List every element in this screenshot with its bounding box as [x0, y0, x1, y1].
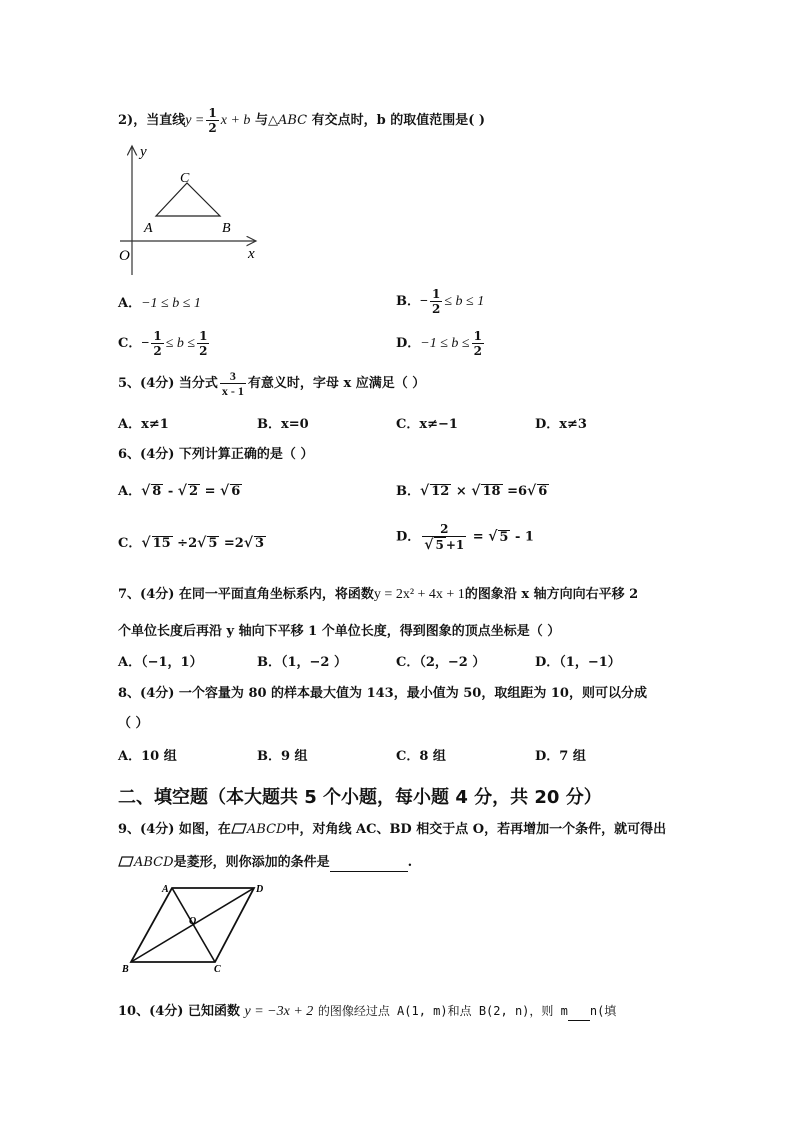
q4-eq-den: 2	[208, 121, 217, 135]
q6-d-den-plus: +1	[445, 538, 465, 552]
fig-label-d: D	[256, 884, 264, 895]
q6-b-letter: B．	[396, 484, 420, 499]
q10-post: 的图像经过点 A(1, m)和点 B(2, n)，则 m	[317, 1004, 568, 1018]
fig-label-o: O	[189, 916, 197, 927]
q6-option-c[interactable]	[118, 535, 266, 552]
q9-line2-end: .	[407, 855, 413, 870]
q10-func: y = −3x + 2	[244, 1004, 314, 1019]
q9-line1-pre: 9、(4分) 如图，在	[118, 822, 231, 837]
q6-d-letter: D．	[396, 529, 421, 545]
q6-d-post: - 1	[510, 529, 534, 545]
point-a-label: A	[144, 221, 153, 236]
point-c-label: C	[180, 171, 190, 186]
q9-figure	[118, 878, 268, 978]
q9-para2: ABCD	[134, 855, 174, 870]
q6-c-op: ÷2	[172, 536, 198, 551]
q4-option-d[interactable]	[396, 329, 486, 358]
q4-tri: ABC	[277, 113, 308, 128]
q4-a-letter: A．	[118, 296, 142, 311]
q8-line2: （ ）	[118, 716, 149, 731]
q6-c-r1: 15	[152, 536, 171, 551]
q9-para1: ABCD	[246, 822, 287, 837]
q4-prefix: 2)，当直线	[118, 113, 186, 128]
q4-option-c[interactable]	[118, 329, 211, 358]
fig-label-c: C	[214, 964, 221, 975]
q6-d-r1: 5	[499, 529, 509, 545]
q6-d-eq: =	[468, 529, 489, 545]
q4-b-num: 1	[431, 287, 441, 301]
q4-c-mid: ≤ b ≤	[165, 336, 196, 351]
q9-line1	[118, 822, 666, 838]
q7-line1-post: 的图象沿 x 轴方向向右平移 2	[464, 587, 639, 602]
q10-line	[118, 1003, 616, 1021]
q9-line2	[118, 855, 412, 872]
q6-a-r2: 2	[189, 484, 199, 499]
q6-a-op: -	[163, 484, 178, 499]
q10-pre: 10、(4分) 已知函数	[118, 1004, 240, 1019]
q4-c-den1: 2	[153, 344, 162, 358]
q5-suffix: 有意义时，字母 x 应满足（ ）	[247, 376, 426, 391]
q4-stem	[118, 106, 485, 135]
radical-icon: √	[220, 483, 230, 499]
q4-d-num: 1	[473, 329, 482, 343]
q6-a-eq: =	[200, 484, 220, 499]
q5-stem	[118, 369, 425, 398]
q4-c-frac2	[197, 329, 209, 358]
q4-b-den: 2	[431, 302, 441, 316]
q5-num: 3	[220, 369, 246, 384]
q6-d-den-r: 5	[435, 538, 444, 552]
radical-icon: √	[177, 483, 187, 499]
q10-answer-blank[interactable]	[568, 1004, 590, 1021]
q5-option-b[interactable]: B．x=0	[257, 417, 309, 432]
q7-option-d[interactable]: D．（1，−1）	[535, 655, 621, 670]
q7-func: y = 2x² + 4x + 1	[373, 587, 465, 602]
q8-option-b[interactable]: B．9 组	[257, 749, 308, 764]
radical-icon: √	[141, 483, 151, 499]
parallelogram-icon	[231, 823, 247, 834]
fig-label-a: A	[162, 884, 169, 895]
q6-b-eq: =6	[502, 484, 528, 499]
radical-icon: √	[488, 528, 498, 545]
q6-a-r3: 6	[231, 484, 241, 499]
q4-b-post: ≤ b ≤ 1	[444, 294, 485, 309]
q10-end: n(填	[589, 1004, 617, 1018]
section-heading: 二、填空题（本大题共 5 个小题，每小题 4 分，共 20 分）	[118, 787, 602, 808]
q7-line1-pre: 7、(4分) 在同一平面直角坐标系内，将函数	[118, 587, 374, 602]
radical-icon: √	[197, 535, 207, 551]
q6-b-r1: 12	[431, 484, 450, 499]
q7-option-b[interactable]: B．（1，−2 ）	[257, 655, 347, 670]
q6-a-r1: 8	[152, 484, 162, 499]
q6-b-op: ×	[451, 484, 472, 499]
q6-a-letter: A．	[118, 484, 142, 499]
q4-c-letter: C．	[118, 336, 142, 351]
triangle-abc	[156, 183, 220, 216]
q4-c-pre: −	[141, 336, 150, 351]
q8-option-d[interactable]: D．7 组	[535, 749, 586, 764]
q4-d-text: −1 ≤ b ≤	[420, 336, 470, 351]
q4-eq-frac	[206, 106, 218, 135]
q4-a-text: −1 ≤ b ≤ 1	[141, 296, 201, 311]
q6-b-r3: 6	[538, 484, 548, 499]
q5-option-a[interactable]: A．x≠1	[118, 417, 169, 432]
q6-option-d[interactable]	[396, 522, 534, 552]
q4-b-frac	[430, 287, 442, 316]
q8-line1: 8、(4分) 一个容量为 80 的样本最大值为 143，最小值为 50，取组距为 10，则可以分成	[118, 686, 647, 701]
q6-b-r2: 18	[482, 484, 501, 499]
q9-answer-blank[interactable]	[330, 855, 408, 872]
q6-d-num: 2	[422, 522, 466, 537]
q6-option-a[interactable]	[118, 483, 242, 500]
q4-c-den2: 2	[199, 344, 208, 358]
q4-option-b[interactable]	[396, 287, 484, 316]
q7-line2: 个单位长度后再沿 y 轴向下平移 1 个单位长度，得到图象的顶点坐标是（ ）	[118, 624, 561, 639]
q4-mid: 与△	[254, 113, 278, 128]
q9-line1-post: 中，对角线 AC、BD 相交于点 O，若再增加一个条件，就可得出	[286, 822, 667, 837]
q4-b-pre: −	[420, 294, 428, 309]
q4-c-num1: 1	[153, 329, 162, 343]
q4-eq-num: 1	[208, 106, 217, 120]
q4-c-frac1	[151, 329, 163, 358]
q4-option-a[interactable]	[118, 296, 201, 312]
radical-icon: √	[527, 483, 537, 499]
parallelogram-icon	[118, 856, 134, 867]
q4-d-den: 2	[473, 344, 482, 358]
q6-d-frac	[422, 522, 466, 552]
q4-graph	[112, 140, 272, 280]
q4-c-num2: 1	[199, 329, 208, 343]
q6-c-eq: =2	[219, 536, 244, 551]
q7-line1	[118, 587, 638, 603]
origin-label: O	[119, 248, 130, 264]
q5-prefix: 5、(4分) 当分式	[118, 376, 218, 391]
point-b-label: B	[222, 221, 231, 236]
q4-suffix: 有交点时，b 的取值范围是( )	[311, 113, 486, 128]
y-label: y	[140, 144, 147, 160]
fig-label-b: B	[122, 964, 129, 975]
q6-c-r2: 5	[208, 536, 218, 551]
radical-icon: √	[471, 483, 481, 499]
q4-d-frac	[472, 329, 484, 358]
q6-c-r3: 3	[255, 536, 265, 551]
q8-option-c[interactable]: C．8 组	[396, 749, 446, 764]
q4-eq-y: y =	[185, 113, 205, 128]
q6-c-letter: C．	[118, 536, 142, 551]
q7-option-a[interactable]: A．（−1，1）	[118, 655, 203, 670]
q6-option-b[interactable]	[396, 483, 549, 500]
q4-eq-rest: x + b	[220, 113, 251, 128]
q5-frac	[220, 369, 246, 398]
q8-option-a[interactable]: A．10 组	[118, 749, 177, 764]
radical-icon: √	[141, 535, 151, 551]
radical-icon: √	[424, 537, 434, 553]
q5-den: x - 1	[221, 384, 244, 398]
q4-b-letter: B．	[396, 294, 420, 309]
q6-stem: 6、(4分) 下列计算正确的是（ ）	[118, 447, 314, 462]
radical-icon: √	[243, 535, 254, 551]
q5-option-d[interactable]: D．x≠3	[535, 417, 587, 432]
q9-line2-post: 是菱形，则你添加的条件是	[173, 855, 330, 870]
q5-option-c[interactable]: C．x≠−1	[396, 417, 458, 432]
x-label: x	[248, 246, 255, 262]
q7-option-c[interactable]: C．（2，−2 ）	[396, 655, 486, 670]
radical-icon: √	[420, 483, 430, 499]
q4-d-letter: D．	[396, 336, 421, 351]
